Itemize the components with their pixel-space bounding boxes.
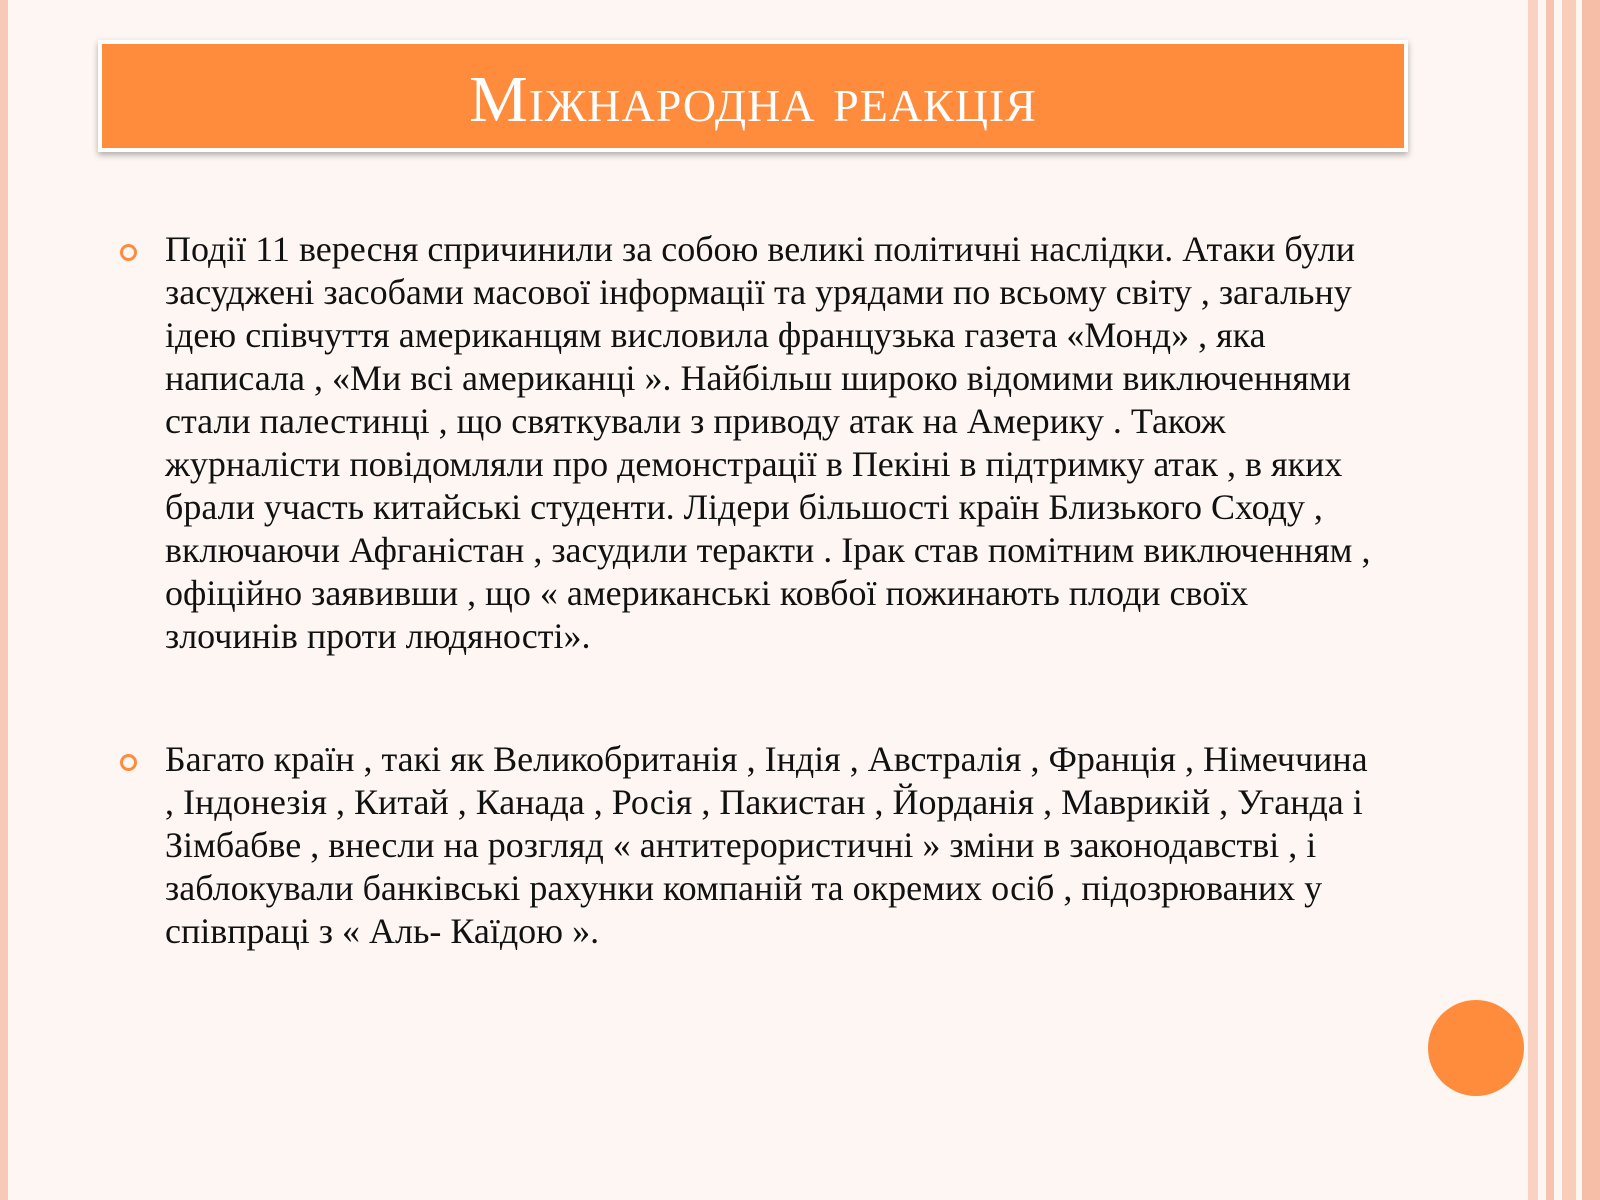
slide-title: Міжнародна реакція [469,63,1037,136]
bullet-text: Багато країн , такі як Великобританія , Індія , Австралія , Франція , Німеччина , Індонезія , Китай , Канада , Росія , Пакистан , Йорданія , Маврикій , Уганда і Зімбабве , внесли на розгляд « антитерористичні » зміни в законодавстві , і заблокували банківські рахунки компаній та окремих осіб , підозрюваних у співпраці з « Аль- Каїдою ». [165,739,1368,951]
right-border-stripe [1562,0,1576,1200]
right-border-stripe [1582,0,1600,1200]
slide-content [118,228,1378,953]
title-bar [98,40,1408,152]
decorative-circle [1428,1000,1524,1096]
circle-bullet-icon [120,244,137,261]
bullet-item [118,738,1378,953]
right-border-stripe [1546,0,1554,1200]
circle-bullet-icon [120,754,137,771]
bullet-item [118,228,1378,658]
left-border-stripe [0,0,8,1200]
bullet-text: Події 11 вересня спричинили за собою великі політичні наслідки. Атаки були засуджені засобами масової інформації та урядами по всьому світу , загальну ідею співчуття американцям висловила французька газета «Монд» , яка написала , «Ми всі американці ». Найбільш широко відомими виключеннями стали палестинці , що святкували з приводу атак на Америку . Також журналісти повідомляли про демонстрації в Пекіні в підтримку атак , в яких брали участь китайські студенти. Лідери більшості країн Близького Сходу , включаючи Афганістан , засудили теракти . Ірак став помітним виключенням , офіційно заявивши , що « американські ковбої пожинають плоди своїх злочинів проти людяності». [165,229,1371,656]
right-border-stripe [1528,0,1538,1200]
